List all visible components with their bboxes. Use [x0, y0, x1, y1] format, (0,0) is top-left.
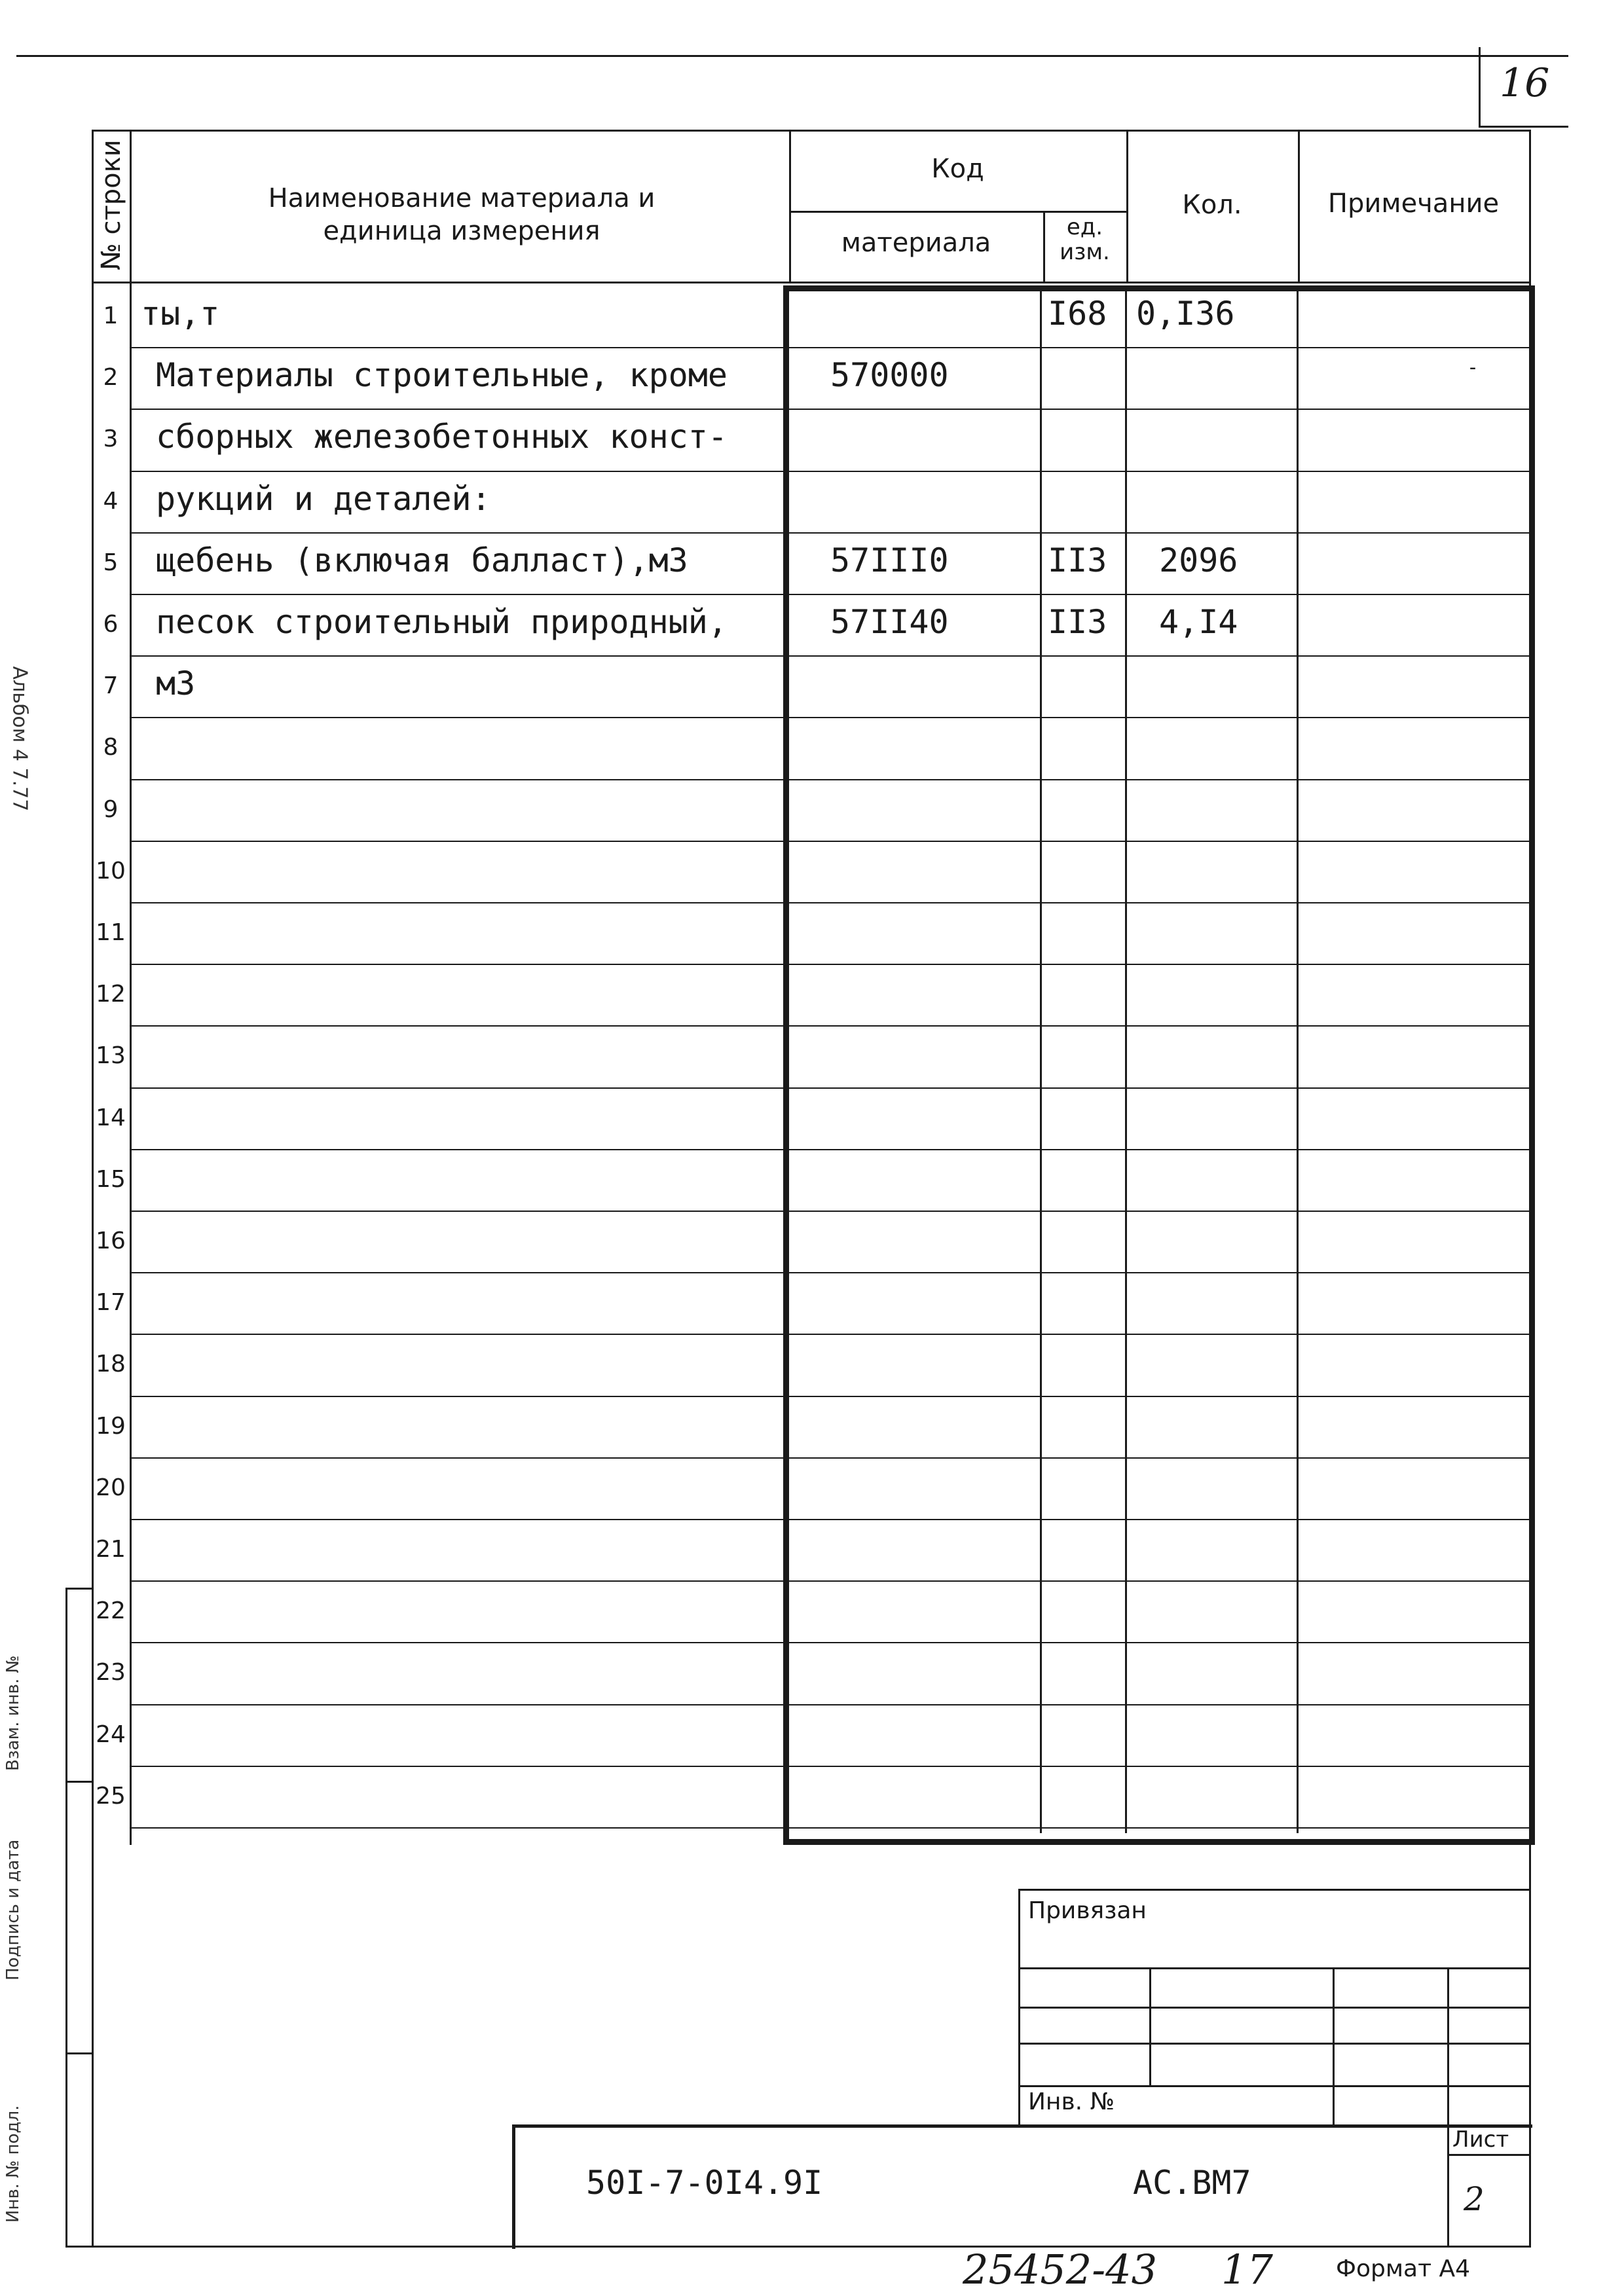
sheet-value: 2 [1464, 2180, 1485, 2218]
row-unit: II3 [1048, 541, 1107, 579]
row-number: 16 [96, 1228, 126, 1254]
header-code: Код [931, 154, 984, 184]
row-number: 11 [96, 919, 126, 946]
row-line [130, 1334, 1529, 1335]
row-number: 17 [96, 1289, 126, 1317]
row-name: щебень (включая балласт),м3 [156, 541, 688, 579]
doc-mark: АС.ВМ7 [1133, 2164, 1251, 2202]
row-number: 20 [96, 1474, 126, 1501]
header-code-material: материала [841, 228, 991, 258]
row-line [130, 532, 1529, 534]
row-number: 1 [103, 302, 119, 329]
header-name-line1: Наименование материала и [268, 183, 655, 213]
header-bottom [92, 282, 1531, 283]
col-qty-note-divider [1297, 285, 1299, 1833]
row-number: 10 [96, 857, 126, 884]
row-line [130, 1704, 1529, 1705]
row-number: 13 [96, 1042, 126, 1070]
row-qty: 4,I4 [1159, 603, 1238, 641]
row-line [130, 1519, 1529, 1520]
row-note: - [1467, 356, 1479, 380]
row-line [130, 964, 1529, 965]
margin-stamp-div1 [65, 1781, 92, 1783]
row-number: 5 [103, 549, 119, 576]
row-line [130, 1149, 1529, 1150]
data-area-border [783, 285, 1535, 1845]
row-unit: II3 [1048, 603, 1107, 641]
row-name: песок строительный природный, [156, 603, 728, 641]
sheet-number-box-bottom [1479, 126, 1568, 128]
row-number: 22 [96, 1597, 126, 1625]
sheet-number-box-left [1479, 47, 1481, 126]
header-code-unit-1: ед. [1066, 214, 1103, 240]
row-number: 3 [103, 426, 119, 453]
row-name: ты,т [141, 295, 220, 333]
row-line [130, 1087, 1529, 1089]
row-line [130, 347, 1529, 348]
row-line [130, 1025, 1529, 1027]
margin-stamp-left [65, 1588, 67, 2246]
row-code: 57II40 [830, 603, 949, 641]
row-line [130, 1272, 1529, 1273]
row-number: 12 [96, 981, 126, 1008]
margin-album-label: Альбом 4 7.77 [8, 666, 31, 812]
row-number: 7 [103, 672, 119, 700]
row-line [130, 655, 1529, 657]
row-number: 19 [96, 1412, 126, 1440]
stamp-bound-label: Привязан [1028, 1897, 1147, 1924]
row-number: 9 [103, 795, 119, 823]
row-line [130, 1827, 1529, 1829]
row-number: 8 [103, 734, 119, 761]
header-note: Примечание [1327, 189, 1500, 219]
top-border-line [16, 55, 1568, 57]
row-code: 57III0 [830, 541, 949, 579]
sheet-label: Лист [1452, 2126, 1509, 2153]
frame-top [92, 130, 1531, 132]
title-block-sheet-line [1447, 2154, 1529, 2156]
row-number: 25 [96, 1782, 126, 1810]
row-qty: 0,I36 [1136, 295, 1235, 333]
row-number: 6 [103, 611, 119, 638]
title-block-sheet-divider [1447, 2124, 1449, 2246]
row-line [130, 1457, 1529, 1459]
stamp-bound-line2 [1018, 2007, 1529, 2009]
row-number: 23 [96, 1659, 126, 1686]
row-line [130, 1642, 1529, 1643]
footer-format: Формат А4 [1336, 2255, 1471, 2282]
header-row-no: № строки [96, 139, 126, 270]
stamp-bound-line1 [1018, 1967, 1529, 1969]
stamp-bound-v2 [1333, 1967, 1335, 2124]
row-line [130, 841, 1529, 842]
stamp-inv-label: Инв. № [1028, 2088, 1115, 2115]
doc-code: 50I-7-0I4.9I [586, 2164, 823, 2202]
row-number: 2 [103, 364, 119, 392]
margin-stamp-bottom [65, 2246, 92, 2248]
row-number: 14 [96, 1104, 126, 1131]
footer-handwritten-number: 25452-43 [963, 2246, 1158, 2293]
stamp-bound-line4 [1018, 2085, 1529, 2087]
header-code-split [789, 211, 1126, 213]
row-number: 18 [96, 1351, 126, 1378]
row-line [130, 471, 1529, 472]
margin-podpis-label: Подпись и дата [3, 1839, 23, 1980]
header-col-rowno [130, 130, 132, 1845]
row-unit: I68 [1048, 295, 1107, 333]
row-line [130, 1580, 1529, 1582]
row-name: рукций и деталей: [156, 479, 491, 518]
row-number: 15 [96, 1165, 126, 1193]
row-line [130, 1211, 1529, 1212]
margin-inv-podl-label: Инв. № подл. [3, 2105, 23, 2223]
stamp-bound-v1 [1149, 1967, 1151, 2085]
row-code: 570000 [830, 356, 949, 395]
row-qty: 2096 [1159, 541, 1238, 579]
header-code-unit-2: изм. [1060, 239, 1110, 265]
row-line [130, 409, 1529, 410]
row-number: 21 [96, 1536, 126, 1563]
row-number: 4 [103, 487, 119, 515]
stamp-bound-line3 [1018, 2043, 1529, 2045]
row-line [130, 594, 1529, 595]
margin-stamp-top [65, 1588, 92, 1590]
row-line [130, 717, 1529, 718]
margin-vzam-label: Взам. инв. № [3, 1655, 23, 1771]
header-qty: Кол. [1182, 190, 1242, 220]
handwritten-sheet-number: 16 [1500, 60, 1550, 106]
row-name: сборных железобетонных конст- [156, 418, 728, 456]
row-line [130, 1766, 1529, 1767]
header-name-line2: единица измерения [323, 216, 600, 246]
header-col-code [789, 130, 791, 282]
row-name: Материалы строительные, кроме [156, 356, 728, 395]
col-unit-qty-divider [1125, 285, 1127, 1833]
row-line [130, 902, 1529, 903]
row-line [130, 779, 1529, 780]
row-name: м3 [156, 665, 196, 703]
row-number: 24 [96, 1721, 126, 1748]
row-line [130, 1396, 1529, 1397]
footer-handwritten-page: 17 [1221, 2246, 1273, 2293]
margin-stamp-div2 [65, 2052, 92, 2054]
stamp-bound-v3 [1447, 1967, 1449, 2124]
col-code-unit-divider [1040, 285, 1042, 1833]
